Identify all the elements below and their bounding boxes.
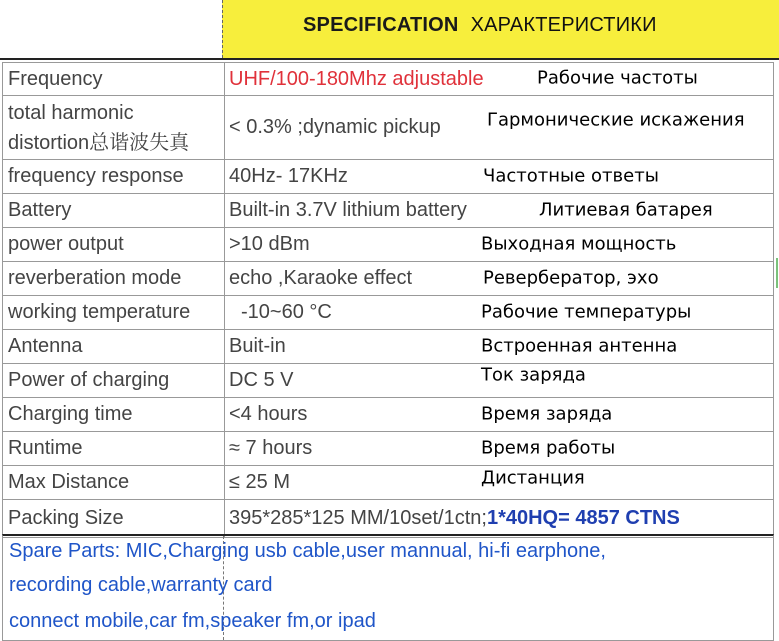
row-charging-time	[3, 398, 774, 432]
ru-label: Ток заряда	[481, 363, 586, 385]
label-cell: Packing Size	[3, 500, 225, 538]
spare-line-1: Spare Parts: MIC,Charging usb cable,user mannual, hi-fi earphone,	[9, 540, 606, 562]
ru-label: Литиевая батарея	[539, 198, 713, 220]
spec-header	[0, 0, 779, 60]
value-cell	[225, 364, 774, 398]
row-battery	[3, 194, 774, 228]
header-title	[303, 14, 657, 37]
row-frequency	[3, 63, 774, 96]
row-working-temperature	[3, 296, 774, 330]
title-ru: ХАРАКТЕРИСТИКИ	[470, 14, 657, 36]
right-edge-mark	[776, 258, 778, 288]
value-cell	[225, 63, 774, 96]
value-cell	[225, 466, 774, 500]
value-text: 40Hz- 17KHz	[229, 165, 348, 187]
ru-label: Встроенная антенна	[481, 334, 678, 356]
label-cell: Power of charging	[3, 364, 225, 398]
value-cell	[225, 398, 774, 432]
value-cell	[225, 330, 774, 364]
ru-label: Гармонические искажения	[487, 109, 745, 131]
spec-table	[2, 62, 774, 538]
ru-label: Время заряда	[481, 402, 613, 424]
value-text: ≈ 7 hours	[229, 437, 313, 459]
ru-label: Ревербератор, эхо	[483, 266, 659, 288]
ru-label: Рабочие частоты	[537, 67, 698, 89]
value-text: echo ,Karaoke effect	[229, 267, 413, 289]
value-text: Buit-in	[229, 335, 286, 357]
value-extra: 1*40HQ= 4857 CTNS	[486, 507, 680, 529]
title-en: SPECIFICATION	[303, 14, 459, 36]
ru-label: Время работы	[481, 436, 616, 458]
value-cell	[225, 194, 774, 228]
row-power-output	[3, 228, 774, 262]
label-cell: frequency response	[3, 160, 225, 194]
value-text: >10 dBm	[229, 233, 310, 255]
row-power-of-charging	[3, 364, 774, 398]
label-line1: total harmonic	[8, 101, 134, 124]
ru-label: Рабочие температуры	[481, 300, 692, 322]
row-max-distance	[3, 466, 774, 500]
label-cell: Battery	[3, 194, 225, 228]
value-text: -10~60 °C	[241, 301, 332, 323]
value-cell	[225, 432, 774, 466]
header-divider	[222, 0, 223, 58]
value-cell	[225, 296, 774, 330]
value-text: DC 5 V	[229, 369, 294, 391]
row-antenna	[3, 330, 774, 364]
ru-label: Выходная мощность	[481, 232, 677, 254]
label-line2: distortion总谐波失真	[8, 131, 190, 154]
row-runtime	[3, 432, 774, 466]
value-cell	[225, 500, 774, 538]
label-cell: power output	[3, 228, 225, 262]
value-text: 395*285*125 MM/10set/1ctn;	[229, 507, 487, 529]
label-cell: Antenna	[3, 330, 225, 364]
value-cell	[225, 96, 774, 160]
label-cell: Max Distance	[3, 466, 225, 500]
row-thd	[3, 96, 774, 160]
spare-line-3: connect mobile,car fm,speaker fm,or ipad	[9, 610, 376, 632]
label-cell: working temperature	[3, 296, 225, 330]
spare-parts-box	[2, 534, 774, 641]
value-text: < 0.3% ;dynamic pickup	[229, 116, 441, 138]
value-cell	[225, 262, 774, 296]
row-reverberation	[3, 262, 774, 296]
row-packing-size	[3, 500, 774, 538]
ru-label: Частотные ответы	[483, 164, 659, 186]
ru-label: Дистанция	[481, 467, 585, 489]
header-gutter	[0, 0, 222, 58]
value-text: UHF/100-180Mhz adjustable	[229, 67, 484, 90]
label-cell	[3, 96, 225, 160]
label-cell: reverberation mode	[3, 262, 225, 296]
value-cell	[225, 160, 774, 194]
label-cell: Charging time	[3, 398, 225, 432]
spare-line-2: recording cable,warranty card	[9, 574, 273, 596]
value-text: Built-in 3.7V lithium battery	[229, 199, 467, 221]
label-cell: Frequency	[3, 63, 225, 96]
value-cell	[225, 228, 774, 262]
label-cell: Runtime	[3, 432, 225, 466]
row-frequency-response	[3, 160, 774, 194]
value-text: ≤ 25 M	[229, 471, 290, 493]
value-text: <4 hours	[229, 403, 308, 425]
